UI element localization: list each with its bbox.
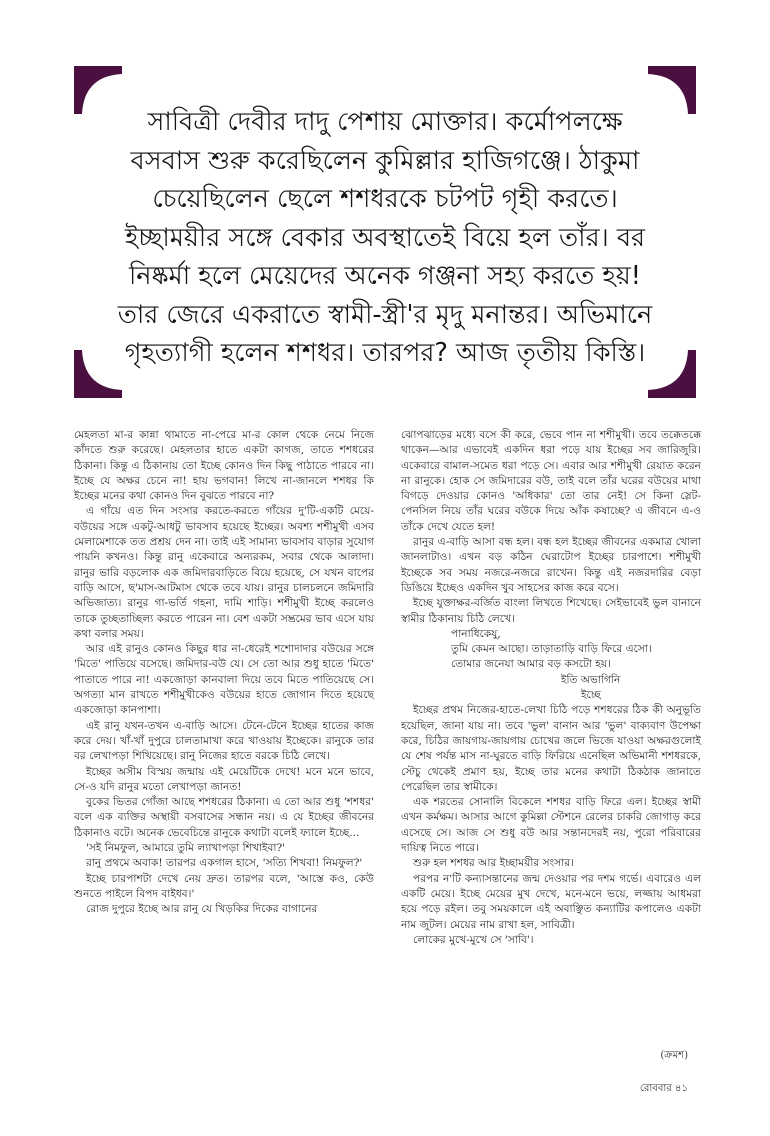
paragraph: বুকের ভিতর গোঁজা আছে শশধরের ঠিকানা। এ তো আর শুধু 'শশধর' বলে এক ব্যক্তির অস্থায়ী বসবাসের সন্ধান নয়। এ যে ইচ্ছের জীবনের ঠিকানাও বটে। অনেক ভেবেচিন্তে রানুকে কথাটা বলেই ফ্যালে ইচ্ছে...	[74, 796, 374, 839]
paragraph: এক শরতের সোনালি বিকেলে শশধর বাড়ি ফিরে এল। ইচ্ছের স্বামী এখন কর্মক্ষম। আসার আগে কুমিল্লা স্টেশনে রেলের চাকরি জোগাড় করে এসেছে সে। আজ সে শুধু বউ আর সন্তানদেরই নয়, পুরো পরিবারের দায়িত্ব নিতে পারে।	[401, 796, 701, 855]
right-column	[401, 428, 701, 948]
paragraph: 'সই নিমফুল, আমারে তুমি ল্যাখাপড়া শিখাইবা?'	[86, 842, 286, 855]
letter-block	[401, 627, 701, 703]
paragraph: ইচ্ছে চারপাশটা দেখে নেয় দ্রুত। তারপর বলে, 'আস্তে কও, কেউ শুনতে পাইলে বিপদ বাইধব।'	[74, 872, 374, 900]
pull-quote-line: ইচ্ছাময়ীর সঙ্গে বেকার অবস্থাতেই বিয়ে হল তাঁর। বর	[124, 222, 646, 253]
paragraph: ঝোপঝাড়ের মধ্যে বসে কী করে, ভেবে পান না শশীমুখী। তবে তক্কেতক্কে থাকেন—আর এভাবেই একদিন ধরা পড়ে যায় ইচ্ছের সব জারিজুরি। একেবারে বামাল-সমেত ধরা পড়ে সে। এবার আর শশীমুখী রেয়াত করেন না রানুকে। হোক সে জমিদারের বউ, তাই বলে তাঁর ঘরের বউয়ের মাথা বিগড়ে দেওয়ার কোনও 'অধিকার' তো তার নেই! সে কিনা স্লেট-পেনসিল নিয়ে তাঁর ঘরের বউকে দিয়ে আঁক কষাচ্ছে? এ জীবনে এ-ও তাঁকে দেখে যেতে হল!	[401, 429, 701, 533]
pull-quote-line: গৃহত্যাগী হলেন শশধর। তারপর? আজ তৃতীয় কিস্তি।	[124, 338, 646, 368]
letter-salutation: পানাধিকেযু,	[451, 627, 501, 640]
paragraph: এই রানু যখন-তখন এ-বাড়ি আসে। টেনে-টেনে ইচ্ছের হাতের কাজ করে দেয়। খাঁ-খাঁ দুপুরে চালতামাখা করে খাওয়ায় ইচ্ছেকে। রানুকে তার বর লেখাপড়া শিখিয়েছে। রানু নিজের হাতে বরকে চিঠি লেখে।	[74, 719, 374, 763]
letter-signature-line: ইতি অভাগিনি	[561, 673, 621, 686]
pull-quote-line: চেয়েছিলেন ছেলে শশধরকে চটপট গৃহী করতে।	[152, 184, 618, 214]
letter-body-line: তুমি কেমন আছো। তাড়াতাড়ি বাড়ি ফিরে এসো।	[451, 643, 652, 656]
paragraph: ইচ্ছের অসীম বিস্ময় জন্মায় এই মেয়েটিকে দেখে! মনে মনে ভাবে, সে-ও যদি রানুর মতো লেখাপড়া জানত!	[74, 765, 374, 793]
page-number: রোববার ৪১	[639, 1083, 688, 1094]
paragraph: ইচ্ছের প্রথম নিজের-হাতে-লেখা চিঠি পড়ে শশধরের ঠিক কী অনুভূতি হয়েছিল, জানা যায় না। তবে 'ভুল' বানান আর 'ভুল' বাক্যবাণ উপেক্ষা করে, চিঠির জায়গায়-জায়গায় চোখের জলে ভিজে যাওয়া অক্ষরগুলোই যে শেষ পর্যন্ত মাস না-ঘুরতে বাড়ি ফিরিয়ে এনেছিল অভিমানী শশধরকে, স্টেচু থেকেই প্রমাণ হয়, ইচ্ছে তার মনের কথাটা ঠিকঠাক জানাতে পেরেছিল তার স্বামীকে।	[401, 704, 701, 793]
pull-quote-line: বসবাস শুরু করেছিলেন কুমিল্লার হাজিগঞ্জে। ঠাকুমা	[130, 145, 640, 176]
pull-quote-line: তার জেরে একরাতে স্বামী-স্ত্রী'র মৃদু মনান্তর। অভিমানে	[117, 299, 653, 330]
paragraph: শুরু হল শশধর আর ইচ্ছাময়ীর সংসার।	[413, 857, 574, 870]
paragraph: লোকের মুখে-মুখে সে 'সাবি'।	[413, 933, 534, 946]
left-column	[74, 428, 374, 918]
continued-note: (ক্রমশ)	[660, 1050, 688, 1061]
paragraph: রানু প্রথমে অবাক! তারপর একগাল হাসে, 'সত্যি শিখবা! নিমফুল?'	[86, 857, 363, 870]
letter-signature-name: ইচ্ছে	[581, 689, 601, 702]
paragraph: আর এই রানুও কোনও কিছুর ধার না-ধেরেই শশোদাদার বউয়ের সঙ্গে 'মিতে' পাতিয়ে বসেছে। জমিদার-বউ যে। সে তো আর শুধু হাতে 'মিতে' পাতাতে পারে না! একজোড়া কানবালা দিয়ে তবে মিতে পাতিয়েছে সে। অগত্যা মান রাখতে শশীমুখীকেও বউয়ের হাতে জোগান দিতে হয়েছে একজোড়া কানপাশা।	[74, 643, 374, 717]
paragraph: ইচ্ছে যুক্তাক্ষর-বর্জিত বাংলা লিখতে শিখেছে। সেইভাবেই ভুল বানানে স্বামীর ঠিকানায় চিঠি লেখে।	[401, 597, 701, 625]
pull-quote	[95, 103, 675, 373]
paragraph: পরপর ন'টি কন্যাসন্তানের জন্ম দেওয়ার পর দশম গর্ভে। এবারেও এল একটি মেয়ে। ইচ্ছে মেয়ের মুখ দেখে, মনে-মনে ভয়ে, লজ্জায় আধমরা হয়ে পড়ে রইল। তবু সময়কালে এই অবাঞ্ছিত কন্যাটির কপালেও একটা নাম জুটল। মেয়ের নাম রাখা হল, সাবিত্রী।	[401, 872, 701, 931]
paragraph: রোজ দুপুরে ইচ্ছে আর রানু যে খিড়কির দিকের বাগানের	[86, 903, 318, 916]
paragraph: এ গাঁয়ে এত দিন সংসার করতে-করতে গাঁয়ের দু'টি-একটি মেয়ে-বউয়ের সঙ্গে একটু-আধটু ভাবসাব হয়েছে ইচ্ছের। অবশ্য শশীমুখী এসব মেলামেশাকে তত প্রশ্রয় দেন না। তাই এই সামান্য ভাবসাব বাড়ার সুযোগ পায়নি কখনও। কিন্তু রানু একেবারে অন্যরকম, সবার থেকে আলাদা। রানুর ভারি বড়লোক এক জমিদারবাড়িতে বিয়ে হয়েছে, সে যখন বাপের বাড়ি আসে, ছ'মাস-আটমাস থেকে তবে যায়। রানুর চালচলনে জমিদারি অভিজাত্য। রানুর গা-ভর্তি গহনা, দামি শাড়ি। শশীমুখী ইচ্ছে করলেও তাকে তুচ্ছতাচ্ছিল্য করতে পারেন না। বেশ একটা সম্ভ্রমের ভাব এসে যায় কথা বলার সময়।	[74, 505, 374, 640]
paragraph: মেহলতা মা-র কান্না থামাতে না-পেরে মা-র কোল থেকে নেমে নিজে কাঁদতে শুরু করেছে। মেহলতার হাতে একটা কাগজ, তাতে শশধরের ঠিকানা। কিন্তু এ ঠিকানায় তো ইচ্ছে কোনও দিন কিছু পাঠাতে পারবে না। ইচ্ছে যে অক্ষর চেনে না! হায় ভগবান! লিখে না-জানলে শশধর কি ইচ্ছের মনের কথা কোনও দিন বুঝতে পারবে না?	[74, 429, 374, 503]
pull-quote-line: সাবিত্রী দেবীর দাদু পেশায় মোক্তার। কর্মোপলক্ষে	[147, 107, 623, 137]
pull-quote-line: নিষ্কর্মা হলে মেয়েদের অনেক গঞ্জনা সহ্য করতে হয়!	[129, 261, 641, 291]
letter-body-line: তোমার জনেযা আমার বড় কসটো হয়।	[451, 658, 611, 671]
paragraph: রানুর এ-বাড়ি আসা বন্ধ হল। বন্ধ হল ইচ্ছের জীবনের একমাত্র খোলা জানলাটাও। এখন বড় কঠিন ঘেরাটোপ ইচ্ছের চারপাশে। শশীমুখী ইচ্ছেকে সব সময় নজরে-নজরে রাখেন। কিন্তু এই নজরদারির বেড়া ডিঙিয়ে ইচ্ছেও একদিন খুব সাহসের কাজ করে বসে।	[401, 536, 701, 594]
